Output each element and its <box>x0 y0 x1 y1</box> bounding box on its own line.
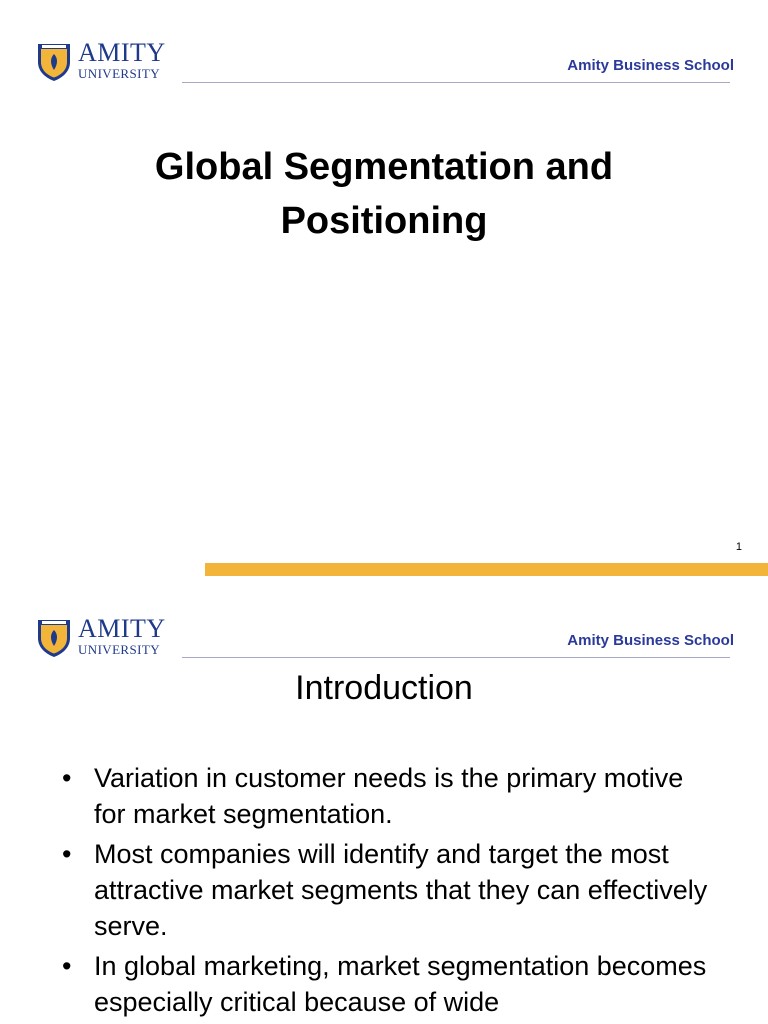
amity-logo <box>36 40 176 84</box>
bullet-item <box>58 948 708 1020</box>
slide-title <box>0 140 768 248</box>
school-name: Amity Business School <box>567 57 734 74</box>
logo-name: AMITY <box>78 614 166 643</box>
bullet-item <box>58 760 708 832</box>
page-number: 1 <box>735 541 742 553</box>
header-divider <box>182 657 730 658</box>
bullet-marker: • <box>62 763 72 793</box>
footer-accent-bar <box>205 563 768 576</box>
bullet-marker: • <box>62 839 72 869</box>
slide-title-line-2: Positioning <box>280 200 488 242</box>
amity-logo <box>36 616 176 660</box>
bullet-text: Most companies will identify and target the most attractive market segments that they can effectively serve. <box>94 839 708 941</box>
logo-subtitle: UNIVERSITY <box>78 66 160 81</box>
bullet-text: In global marketing, market segmentation becomes especially critical because of wide <box>94 951 707 1017</box>
logo-subtitle: UNIVERSITY <box>78 642 160 657</box>
slide-title-line-1: Global Segmentation and <box>154 146 614 188</box>
bullet-list <box>58 760 708 1024</box>
bullet-text: Variation in customer needs is the primary motive for market segmentation. <box>94 763 684 829</box>
school-name: Amity Business School <box>567 632 734 649</box>
slide-title: Introduction <box>295 669 473 707</box>
amity-shield-icon <box>36 40 72 82</box>
bullet-item <box>58 836 708 944</box>
header-divider <box>182 82 730 83</box>
logo-name: AMITY <box>78 38 166 67</box>
amity-shield-icon <box>36 616 72 658</box>
bullet-marker: • <box>62 951 72 981</box>
slide-2 <box>0 590 768 1024</box>
